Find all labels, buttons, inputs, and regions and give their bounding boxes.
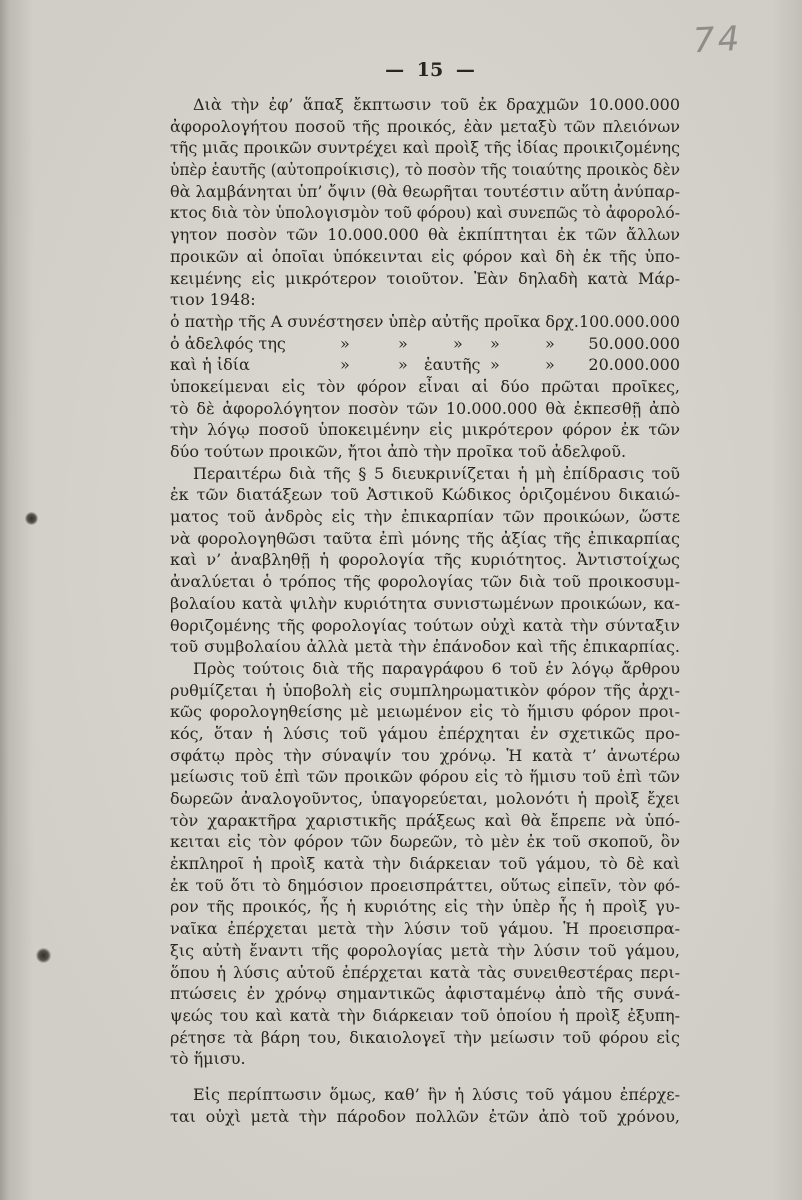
text-line <box>170 202 680 224</box>
text-line <box>170 116 680 138</box>
text-line <box>170 701 680 723</box>
line-text: ὑποκείμεναι εἰς τὸν φόρον εἶναι αἱ δύο πρῶται προῖκες, <box>170 376 680 396</box>
punch-hole <box>36 948 51 963</box>
row-label: καὶ ἡ ἰδία <box>170 355 250 375</box>
table-row <box>170 311 680 333</box>
row-label: ὁ ἀδελφός της <box>170 333 286 353</box>
line-text: ψεώς του καὶ κατὰ τὴν διάρκειαν τοῦ ὁποίου ἡ προὶξ ἐξυπη- <box>170 1005 680 1025</box>
ditto-mark: » <box>398 355 408 375</box>
text-line <box>170 224 680 246</box>
ditto-mark: » <box>340 333 350 353</box>
line-text: κτος διὰ τὸν ὑπολογισμὸν τοῦ φόρου) καὶ συνεπῶς τὸ ἀφορολό- <box>170 203 680 223</box>
line-text: Περαιτέρω διὰ τῆς § 5 διευκρινίζεται ἡ μὴ ἐπίδρασις τοῦ <box>193 463 680 483</box>
line-text: γητον ποσὸν τῶν 10.000.000 θὰ ἐκπίπτηται ἐκ τῶν ἄλλων <box>170 225 680 245</box>
line-text: ρέτησε τὰ βάρη του, δικαιολογεῖ τὴν μείωσιν τοῦ φόρου εἰς <box>170 1027 680 1047</box>
line-text: βολαίου κατὰ ψιλὴν κυριότητα συνιστωμένων προικώων, κα- <box>170 593 680 613</box>
line-text: σφάτῳ πρὸς τὴν σύναψίν του χρόνῳ. Ἡ κατὰ τ’ ἀνωτέρω <box>170 745 680 765</box>
line-text: Διὰ τὴν ἐφ’ ἅπαξ ἔκπτωσιν τοῦ ἐκ δραχμῶν 10.000.000 <box>193 95 680 114</box>
line-text: τὸν χαρακτῆρα χαριστικῆς πράξεως καὶ θὰ ἔπρεπε νὰ ὑπό- <box>170 810 680 830</box>
text-line <box>170 853 680 875</box>
text-line <box>170 788 680 810</box>
text-line <box>170 658 680 680</box>
text-line <box>170 1048 680 1070</box>
ditto-mark: » <box>545 333 555 353</box>
line-text: θοριζομένης τῆς φορολογίας τούτων οὐχὶ κατὰ τὴν σύνταξιν <box>170 615 680 635</box>
line-text: τὴν λόγῳ ποσοῦ ὑποκειμένην εἰς μικρότερον φόρον ἐκ τῶν <box>170 420 680 440</box>
text-line <box>170 745 680 767</box>
line-text: κειται εἰς τὸν φόρον τῶν δωρεῶν, τὸ μὲν ἐκ τοῦ σκοποῦ, ὃν <box>170 832 680 852</box>
page-number: — 15 — <box>385 59 475 81</box>
line-text: ται οὐχὶ μετὰ τὴν πάροδον πολλῶν ἐτῶν ἀπὸ τοῦ χρόνου, <box>170 1106 680 1126</box>
line-text: δωρεῶν ἀναλογοῦντος, ὑπαγορεύεται, μολονότι ἡ προὶξ ἔχει <box>170 789 680 808</box>
text-line <box>170 289 680 311</box>
text-line <box>170 159 680 181</box>
text-line <box>170 875 680 897</box>
ditto-mark: » <box>490 333 500 353</box>
text-line <box>170 94 680 116</box>
text-line <box>170 918 680 940</box>
line-text: κειμένης εἰς μικρότερον τοιοῦτον. Ἐὰν δηλαδὴ κατὰ Μάρ- <box>170 268 680 288</box>
line-text: ἐκ τοῦ ὅτι τὸ δημόσιον προεισπράττει, οὕτως εἰπεῖν, τὸν φό- <box>170 875 680 895</box>
row-text: ὁ πατὴρ τῆς Α συνέστησεν ὑπὲρ αὐτῆς προῖκα δρχ.100.000.000 <box>170 311 680 331</box>
line-text: ἐκ τῶν διατάξεων τοῦ Ἀστικοῦ Κώδικος ὁριζομένου δικαιώ- <box>170 485 680 505</box>
line-text: ξις αὐτὴ ἔναντι τῆς φορολογίας μετὰ τὴν λύσιν τοῦ γάμου, <box>170 940 680 960</box>
line-text: ἐκπληροῖ ἡ προὶξ κατὰ τὴν διάρκειαν τοῦ γάμου, τὸ δὲ καὶ <box>170 854 680 874</box>
text-line <box>170 549 680 571</box>
text-line <box>170 419 680 441</box>
text-line <box>170 246 680 268</box>
line-text: καὶ ν’ ἀναβληθῇ ἡ φορολογία τῆς κυριότητος. Ἀντιστοίχως <box>170 550 680 570</box>
text-line <box>170 398 680 420</box>
text-line <box>170 137 680 159</box>
text-line <box>170 463 680 485</box>
text-line <box>170 940 680 962</box>
line-text: τὸ ἥμισυ. <box>170 1049 246 1069</box>
line-text: τὸ δὲ ἀφορολόγητον ποσὸν τῶν 10.000.000 θὰ ἐκπεσθῇ ἀπὸ <box>170 398 680 418</box>
text-line <box>170 615 680 637</box>
text-line <box>170 896 680 918</box>
paragraph <box>170 94 680 311</box>
row-amount: 50.000.000 <box>588 333 680 353</box>
text-line <box>170 1027 680 1049</box>
handwritten-folio-number: 74 <box>691 18 744 62</box>
dowry-table <box>170 311 680 376</box>
text-line <box>170 1005 680 1027</box>
paragraph <box>170 658 680 1070</box>
ditto-mark: » <box>545 355 555 375</box>
text-line <box>170 593 680 615</box>
line-text: ρον τῆς προικός, ἧς ἡ κυριότης εἰς τὴν ὑπὲρ ἧς ἡ προὶξ γυ- <box>170 897 680 917</box>
line-text: ρυθμίζεται ἡ ὑποβολὴ εἰς συμπληρωματικὸν φόρον τῆς ἀρχι- <box>170 680 680 700</box>
text-line <box>170 528 680 550</box>
ditto-mark: » <box>490 355 500 375</box>
paragraph <box>170 1084 680 1127</box>
ditto-mark: » <box>340 355 350 375</box>
line-text: τῆς μιᾶς προικῶν συντρέχει καὶ προὶξ τῆς ἰδίας προικιζομένης <box>170 138 680 158</box>
line-text: μείωσις τοῦ ἐπὶ τῶν προικῶν φόρου εἰς τὸ ἥμισυ τοῦ ἐπὶ τῶν <box>170 767 680 787</box>
paragraph <box>170 463 680 658</box>
line-text: θὰ λαμβάνηται ὑπ’ ὄψιν (θὰ θεωρῆται τουτέστιν αὕτη ἀνύπαρ- <box>170 181 680 201</box>
text-line <box>170 441 680 463</box>
text-line <box>170 506 680 528</box>
text-line <box>170 636 680 658</box>
text-line <box>170 766 680 788</box>
line-text: Εἰς περίπτωσιν ὅμως, καθ’ ἣν ἡ λύσις τοῦ γάμου ἐπέρχε- <box>193 1084 680 1104</box>
text-line <box>170 1084 680 1106</box>
text-line <box>170 484 680 506</box>
text-line <box>170 680 680 702</box>
line-text: ναῖκα ἐπέρχεται μετὰ τὴν λύσιν τοῦ γάμου. Ἡ προεισπρα- <box>170 919 680 939</box>
line-text: τιον 1948: <box>170 290 256 310</box>
text-line <box>170 810 680 832</box>
punch-hole <box>25 512 38 525</box>
text-column <box>170 94 680 1127</box>
paragraph <box>170 376 680 463</box>
line-text: Πρὸς τούτοις διὰ τῆς παραγράφου 6 τοῦ ἐν λόγῳ ἄρθρου <box>193 658 680 678</box>
line-text: ματος τοῦ ἀνδρὸς εἰς τὴν ἐπικαρπίαν τῶν προικώων, ὥστε <box>170 507 680 527</box>
ditto-mark: » <box>453 333 463 353</box>
line-text: κῶς φορολογηθείσης μὲ μειωμένον εἰς τὸ ἥμισυ φόρον προι- <box>170 702 680 722</box>
text-line <box>170 962 680 984</box>
line-text: ὑπὲρ ἑαυτῆς (αὐτοπροίκισις), τὸ ποσὸν τῆς τοιαύτης προικὸς δὲν <box>170 160 680 180</box>
line-text: τοῦ συμβολαίου ἀλλὰ μετὰ τὴν ἐπάνοδον καὶ τῆς ἐπικαρπίας. <box>170 637 680 657</box>
row-amount: 20.000.000 <box>588 355 680 375</box>
text-line <box>170 723 680 745</box>
text-line <box>170 1106 680 1128</box>
text-line <box>170 571 680 593</box>
line-text: δύο τούτων προικῶν, ἤτοι ἀπὸ τὴν προῖκα τοῦ ἀδελφοῦ. <box>170 442 627 461</box>
line-text: ὅπου ἡ λύσις αὐτοῦ ἐπέρχεται κατὰ τὰς συνειθεστέρας περι- <box>170 962 680 982</box>
text-line <box>170 376 680 398</box>
text-line <box>170 831 680 853</box>
line-text: ἀφορολογήτου ποσοῦ τῆς προικός, ἐὰν μεταξὺ τῶν πλειόνων <box>170 116 680 136</box>
line-text: προικῶν αἱ ὁποῖαι ὑπόκεινται εἰς φόρον καὶ δὴ ἐκ τῆς ὑπο- <box>170 246 680 266</box>
ditto-mark: » <box>398 333 408 353</box>
line-text: νὰ φορολογηθῶσι ταῦτα ἐπὶ μόνης τῆς ἀξίας τῆς ἐπικαρπίας <box>170 528 680 548</box>
line-text: κός, ὅταν ἡ λύσις τοῦ γάμου ἐπέρχηται ἐν σχετικῶς προ- <box>170 723 680 743</box>
table-row <box>170 333 680 355</box>
line-text: πτώσεις ἐν χρόνῳ σημαντικῶς ἀφισταμένῳ ἀπὸ τῆς συνά- <box>170 984 680 1004</box>
line-text: ἀναλύεται ὁ τρόπος τῆς φορολογίας τῶν διὰ τοῦ προικοσυμ- <box>170 572 680 592</box>
text-line <box>170 268 680 290</box>
row-word: ἑαυτῆς <box>424 355 481 375</box>
text-line <box>170 983 680 1005</box>
table-row <box>170 354 680 376</box>
text-line <box>170 181 680 203</box>
